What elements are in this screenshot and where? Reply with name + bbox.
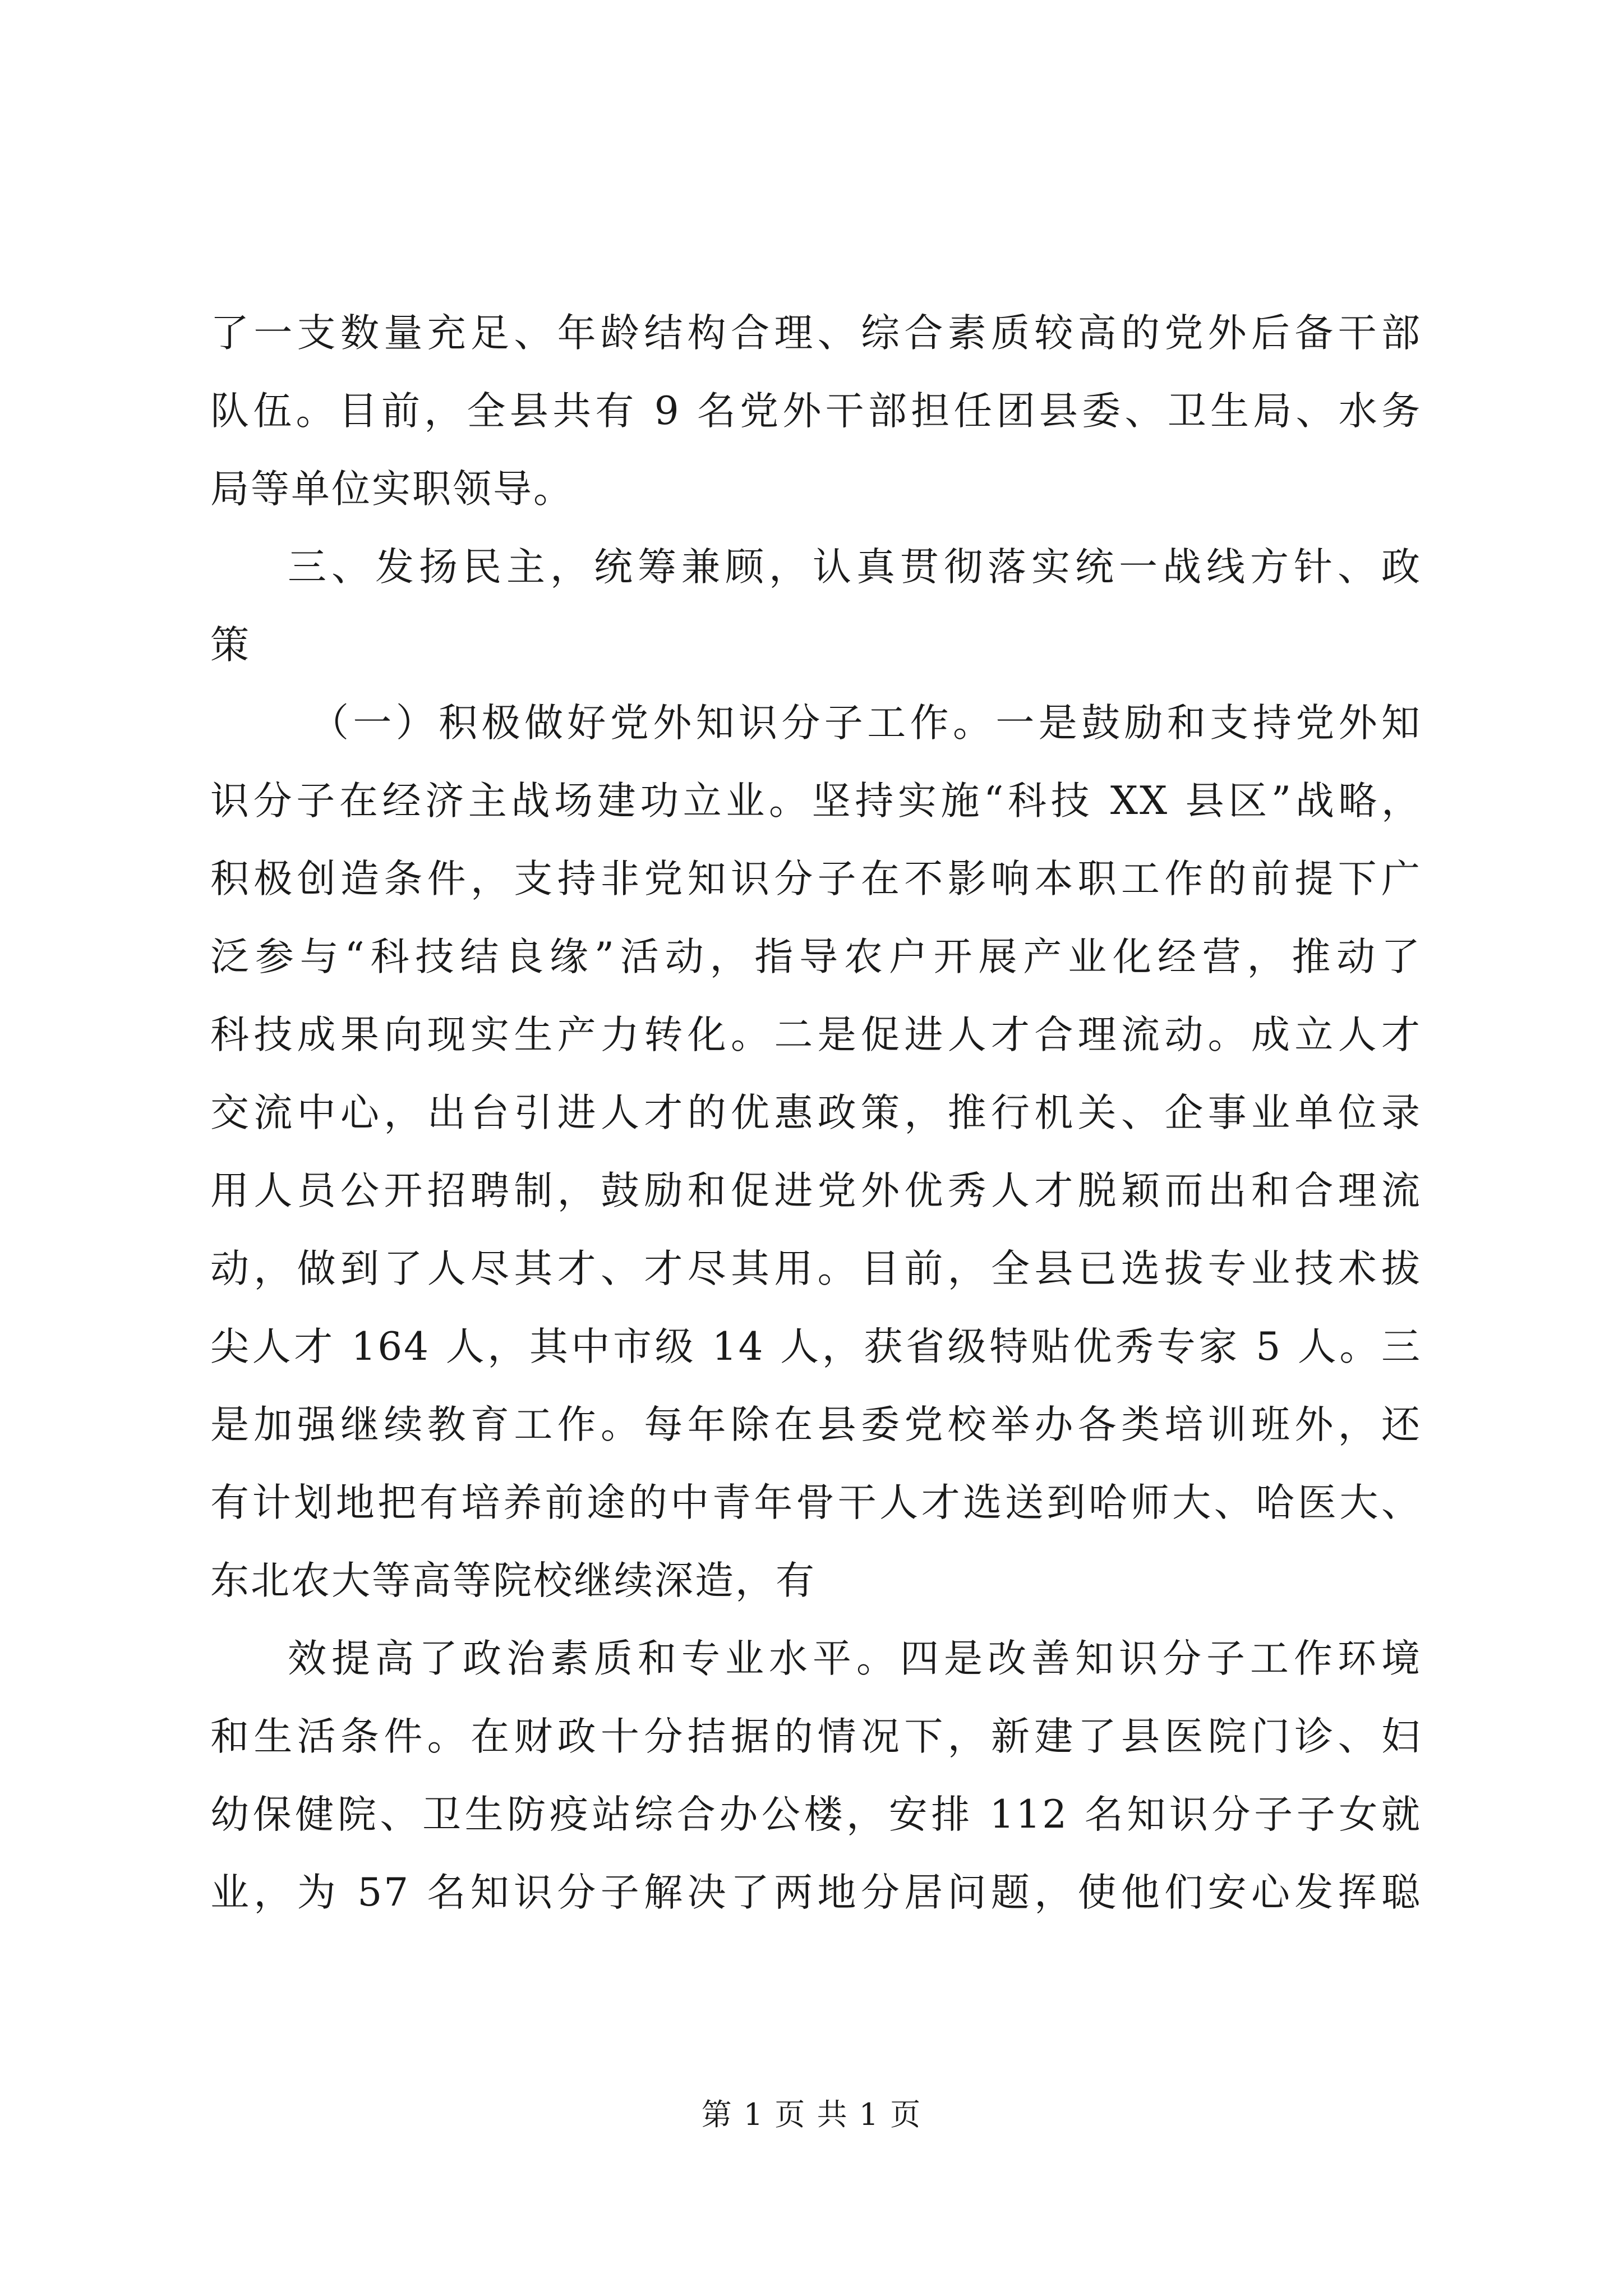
document-body xyxy=(210,295,1422,1932)
body-line-7: 识分子在经济主战场建功立业。坚持实施“科技 XX 县区”战略， xyxy=(210,779,1422,823)
body-line-12: 用人员公开招聘制，鼓励和促进党外优秀人才脱颖而出和合理流 xyxy=(210,1168,1422,1213)
body-line-16: 有计划地把有培养前途的中青年骨干人才选送到哈师大、哈医大、 xyxy=(210,1480,1422,1525)
body-line-17: 东北农大等高等院校继续深造，有 xyxy=(210,1558,816,1603)
body-line-20: 幼保健院、卫生防疫站综合办公楼，安排 112 名知识分子子女就 xyxy=(210,1792,1422,1837)
subsection-line-1: （一）积极做好党外知识分子工作。一是鼓励和支持党外知 xyxy=(310,701,1422,746)
body-line-11: 交流中心，出台引进人才的优惠政策，推行机关、企事业单位录 xyxy=(210,1091,1422,1135)
body-line-18: 效提高了政治素质和专业水平。四是改善知识分子工作环境 xyxy=(288,1636,1422,1681)
body-line-3: 局等单位实职领导。 xyxy=(210,467,574,512)
body-line-13: 动，做到了人尽其才、才尽其用。目前，全县已选拔专业技术拔 xyxy=(210,1246,1422,1291)
body-line-8: 积极创造条件，支持非党知识分子在不影响本职工作的前提下广 xyxy=(210,857,1422,901)
body-line-1: 了一支数量充足、年龄结构合理、综合素质较高的党外后备干部 xyxy=(210,311,1422,356)
section-heading-line-2: 策 xyxy=(210,623,251,668)
body-line-15: 是加强继续教育工作。每年除在县委党校举办各类培训班外，还 xyxy=(210,1402,1422,1447)
body-line-21: 业，为 57 名知识分子解决了两地分居问题，使他们安心发挥聪 xyxy=(210,1870,1422,1915)
body-line-14: 尖人才 164 人，其中市级 14 人，获省级特贴优秀专家 5 人。三 xyxy=(210,1324,1422,1369)
page-number-footer: 第 1 页 共 1 页 xyxy=(701,2097,922,2132)
body-line-2: 队伍。目前，全县共有 9 名党外干部担任团县委、卫生局、水务 xyxy=(210,389,1422,434)
section-heading-line-1: 三、发扬民主，统筹兼顾，认真贯彻落实统一战线方针、政 xyxy=(288,545,1422,590)
body-line-19: 和生活条件。在财政十分拮据的情况下，新建了县医院门诊、妇 xyxy=(210,1714,1422,1759)
body-line-9: 泛参与“科技结良缘”活动，指导农户开展产业化经营，推动了 xyxy=(210,935,1422,979)
body-line-10: 科技成果向现实生产力转化。二是促进人才合理流动。成立人才 xyxy=(210,1013,1422,1057)
